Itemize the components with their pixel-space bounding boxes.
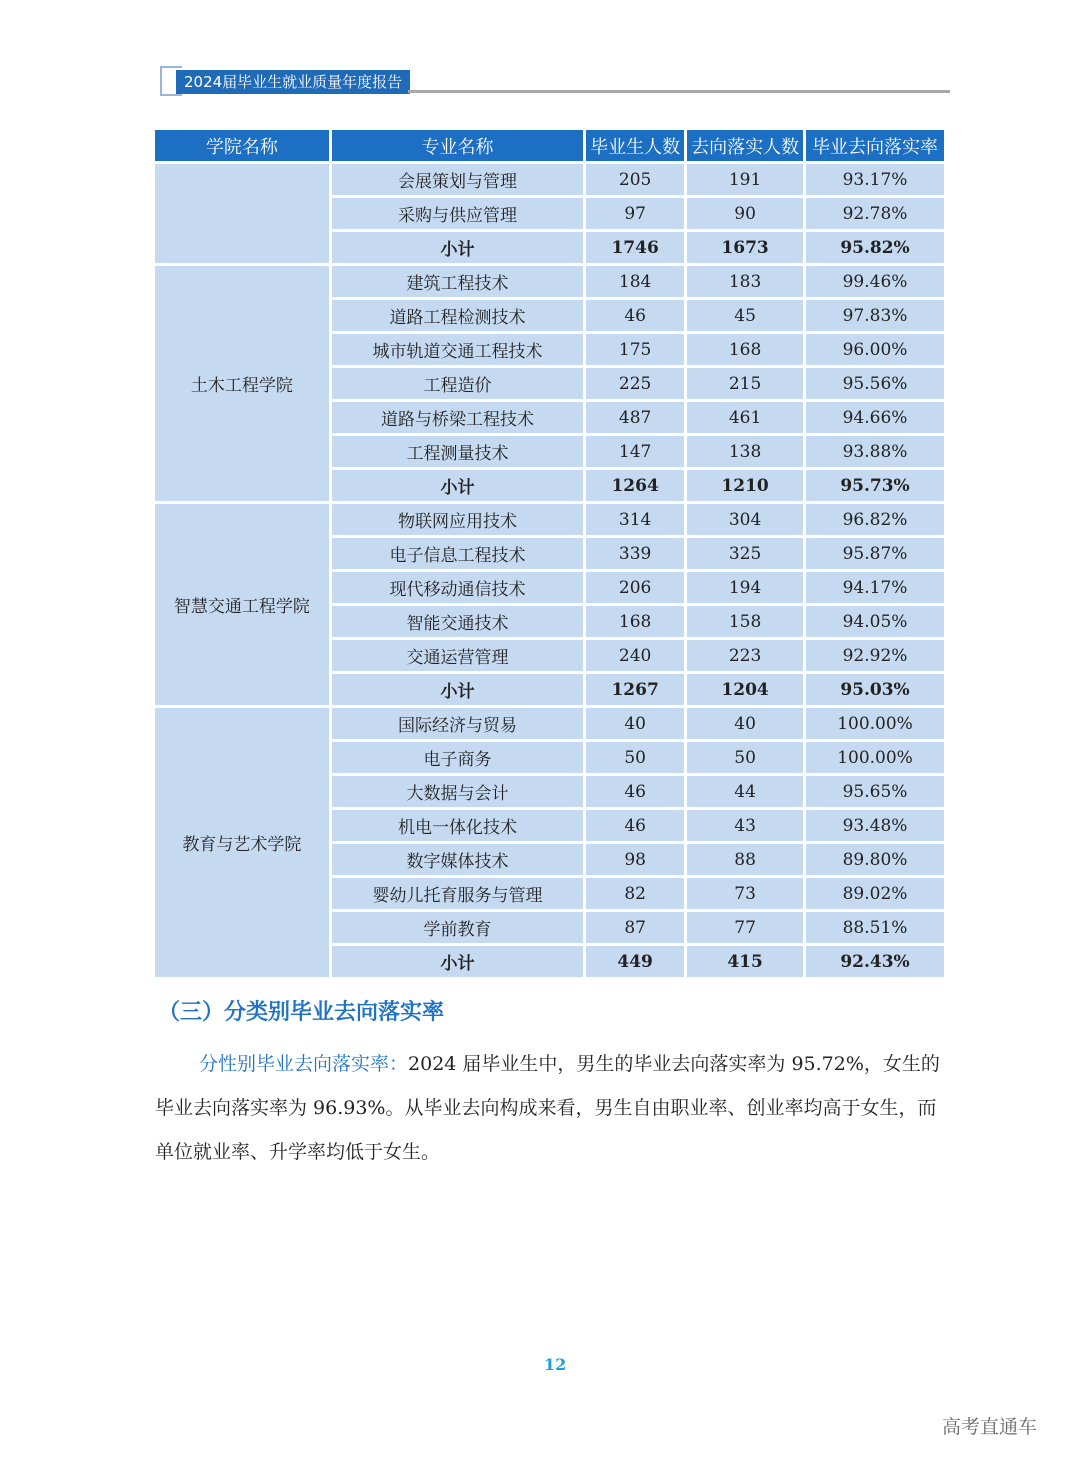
placed-cell: 44 xyxy=(687,776,803,807)
table-row xyxy=(155,266,944,297)
rate-cell: 94.17% xyxy=(806,572,944,603)
graduates-cell: 205 xyxy=(586,164,684,195)
rate-cell: 93.48% xyxy=(806,810,944,841)
major-cell: 物联网应用技术 xyxy=(332,504,583,535)
placed-cell: 90 xyxy=(687,198,803,229)
subtotal-label: 小计 xyxy=(332,946,583,977)
placed-cell: 73 xyxy=(687,878,803,909)
table-header-row xyxy=(155,130,944,161)
major-cell: 会展策划与管理 xyxy=(332,164,583,195)
subtotal-graduates: 1746 xyxy=(586,232,684,263)
major-cell: 机电一体化技术 xyxy=(332,810,583,841)
table-row xyxy=(155,164,944,195)
placed-cell: 461 xyxy=(687,402,803,433)
rate-cell: 89.80% xyxy=(806,844,944,875)
placed-cell: 88 xyxy=(687,844,803,875)
graduates-cell: 82 xyxy=(586,878,684,909)
subtotal-placed: 415 xyxy=(687,946,803,977)
table-row xyxy=(155,504,944,535)
graduates-cell: 225 xyxy=(586,368,684,399)
subtotal-rate: 95.73% xyxy=(806,470,944,501)
column-header-graduates: 毕业生人数 xyxy=(586,130,684,161)
graduates-cell: 98 xyxy=(586,844,684,875)
rate-cell: 96.00% xyxy=(806,334,944,365)
graduates-cell: 175 xyxy=(586,334,684,365)
major-cell: 智能交通技术 xyxy=(332,606,583,637)
rate-cell: 89.02% xyxy=(806,878,944,909)
rate-cell: 94.05% xyxy=(806,606,944,637)
major-cell: 学前教育 xyxy=(332,912,583,943)
subtotal-placed: 1204 xyxy=(687,674,803,705)
graduates-cell: 46 xyxy=(586,776,684,807)
subtotal-graduates: 449 xyxy=(586,946,684,977)
rate-cell: 93.88% xyxy=(806,436,944,467)
graduates-cell: 168 xyxy=(586,606,684,637)
subtotal-placed: 1210 xyxy=(687,470,803,501)
placed-cell: 40 xyxy=(687,708,803,739)
major-cell: 电子商务 xyxy=(332,742,583,773)
rate-cell: 97.83% xyxy=(806,300,944,331)
placed-cell: 304 xyxy=(687,504,803,535)
graduates-cell: 97 xyxy=(586,198,684,229)
subtotal-rate: 95.03% xyxy=(806,674,944,705)
college-cell: 智慧交通工程学院 xyxy=(155,504,329,705)
subtotal-label: 小计 xyxy=(332,674,583,705)
report-header xyxy=(158,64,950,98)
major-cell: 采购与供应管理 xyxy=(332,198,583,229)
graduates-cell: 240 xyxy=(586,640,684,671)
graduates-cell: 147 xyxy=(586,436,684,467)
placed-cell: 45 xyxy=(687,300,803,331)
college-cell: 土木工程学院 xyxy=(155,266,329,501)
rate-cell: 95.87% xyxy=(806,538,944,569)
subtotal-label: 小计 xyxy=(332,470,583,501)
graduates-cell: 46 xyxy=(586,300,684,331)
employment-table xyxy=(152,127,947,980)
major-cell: 国际经济与贸易 xyxy=(332,708,583,739)
graduates-cell: 339 xyxy=(586,538,684,569)
major-cell: 数字媒体技术 xyxy=(332,844,583,875)
rate-cell: 92.78% xyxy=(806,198,944,229)
column-header-major: 专业名称 xyxy=(332,130,583,161)
subtotal-rate: 95.82% xyxy=(806,232,944,263)
header-divider xyxy=(408,90,950,93)
rate-cell: 96.82% xyxy=(806,504,944,535)
graduates-cell: 50 xyxy=(586,742,684,773)
major-cell: 工程测量技术 xyxy=(332,436,583,467)
major-cell: 婴幼儿托育服务与管理 xyxy=(332,878,583,909)
watermark: 高考直通车 xyxy=(942,1416,1038,1438)
major-cell: 电子信息工程技术 xyxy=(332,538,583,569)
section-title: （三）分类别毕业去向落实率 xyxy=(158,1000,445,1025)
major-cell: 道路工程检测技术 xyxy=(332,300,583,331)
placed-cell: 43 xyxy=(687,810,803,841)
section-paragraph xyxy=(155,1042,955,1174)
placed-cell: 183 xyxy=(687,266,803,297)
rate-cell: 94.66% xyxy=(806,402,944,433)
graduates-cell: 206 xyxy=(586,572,684,603)
placed-cell: 191 xyxy=(687,164,803,195)
college-cell xyxy=(155,164,329,263)
page-number: 12 xyxy=(544,1355,567,1374)
placed-cell: 50 xyxy=(687,742,803,773)
placed-cell: 325 xyxy=(687,538,803,569)
column-header-placed: 去向落实人数 xyxy=(687,130,803,161)
major-cell: 现代移动通信技术 xyxy=(332,572,583,603)
paragraph-lead: 分性别毕业去向落实率： xyxy=(199,1053,409,1075)
rate-cell: 93.17% xyxy=(806,164,944,195)
rate-cell: 100.00% xyxy=(806,708,944,739)
college-cell: 教育与艺术学院 xyxy=(155,708,329,977)
table-row xyxy=(155,708,944,739)
subtotal-graduates: 1264 xyxy=(586,470,684,501)
rate-cell: 95.65% xyxy=(806,776,944,807)
rate-cell: 99.46% xyxy=(806,266,944,297)
subtotal-graduates: 1267 xyxy=(586,674,684,705)
rate-cell: 88.51% xyxy=(806,912,944,943)
placed-cell: 77 xyxy=(687,912,803,943)
column-header-rate: 毕业去向落实率 xyxy=(806,130,944,161)
paragraph-indent xyxy=(155,1053,199,1075)
graduates-cell: 46 xyxy=(586,810,684,841)
placed-cell: 168 xyxy=(687,334,803,365)
major-cell: 城市轨道交通工程技术 xyxy=(332,334,583,365)
rate-cell: 100.00% xyxy=(806,742,944,773)
graduates-cell: 40 xyxy=(586,708,684,739)
major-cell: 道路与桥梁工程技术 xyxy=(332,402,583,433)
placed-cell: 223 xyxy=(687,640,803,671)
placed-cell: 215 xyxy=(687,368,803,399)
placed-cell: 158 xyxy=(687,606,803,637)
graduates-cell: 87 xyxy=(586,912,684,943)
table-body xyxy=(155,164,944,977)
graduates-cell: 184 xyxy=(586,266,684,297)
subtotal-rate: 92.43% xyxy=(806,946,944,977)
graduates-cell: 314 xyxy=(586,504,684,535)
rate-cell: 95.56% xyxy=(806,368,944,399)
major-cell: 交通运营管理 xyxy=(332,640,583,671)
rate-cell: 92.92% xyxy=(806,640,944,671)
subtotal-label: 小计 xyxy=(332,232,583,263)
placed-cell: 194 xyxy=(687,572,803,603)
major-cell: 工程造价 xyxy=(332,368,583,399)
major-cell: 大数据与会计 xyxy=(332,776,583,807)
major-cell: 建筑工程技术 xyxy=(332,266,583,297)
column-header-college: 学院名称 xyxy=(155,130,329,161)
subtotal-placed: 1673 xyxy=(687,232,803,263)
placed-cell: 138 xyxy=(687,436,803,467)
report-title: 2024届毕业生就业质量年度报告 xyxy=(176,70,410,94)
paragraph-body: 2024 届毕业生中，男生的毕业去向落实率为 95.72%，女生的毕业去向落实率为 96.93%。从毕业去向构成来看，男生自由职业率、创业率均高于女生，而单位就业率、升学率均低于女生。 xyxy=(155,1053,940,1163)
graduates-cell: 487 xyxy=(586,402,684,433)
